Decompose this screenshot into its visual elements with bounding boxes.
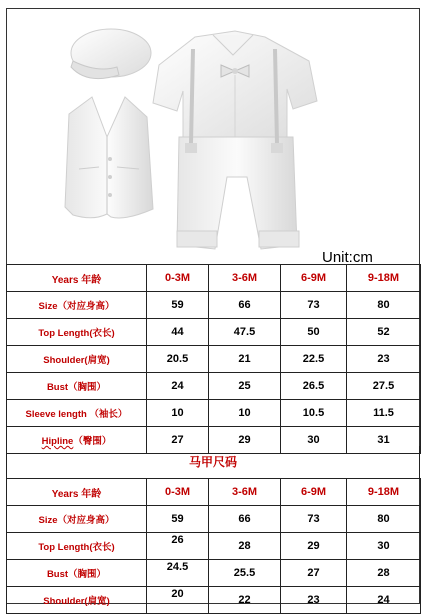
table-cell: 25 xyxy=(209,373,281,400)
vest-size-title: 马甲尺码 xyxy=(6,446,420,478)
table-cell: 21 xyxy=(209,346,281,373)
suit-size-table xyxy=(6,264,421,454)
table-cell: 30 xyxy=(281,427,347,454)
table-header-row xyxy=(7,479,421,506)
header-cell: 3-6M xyxy=(209,265,281,292)
table-row xyxy=(7,533,421,560)
table-cell: 28 xyxy=(209,533,281,560)
row-label: Top Length(衣长) xyxy=(7,533,147,560)
table-cell: 52 xyxy=(347,319,421,346)
table-cell: 23 xyxy=(281,587,347,614)
vest-shape xyxy=(65,97,153,218)
header-cell: Years 年龄 xyxy=(7,265,147,292)
row-label: Size（对应身高） xyxy=(7,506,147,533)
header-cell: Years 年龄 xyxy=(7,479,147,506)
row-label: Shoulder(肩宽) xyxy=(7,587,147,614)
header-cell: 3-6M xyxy=(209,479,281,506)
table-cell: 28 xyxy=(347,560,421,587)
row-label: Bust（胸围） xyxy=(7,560,147,587)
table-cell: 73 xyxy=(281,292,347,319)
row-label: Top Length(衣长) xyxy=(7,319,147,346)
table-cell: 80 xyxy=(347,506,421,533)
table-row xyxy=(7,506,421,533)
table-cell: 27 xyxy=(147,427,209,454)
vest-size-table xyxy=(6,478,421,614)
table-cell: 24 xyxy=(147,373,209,400)
header-cell: 9-18M xyxy=(347,265,421,292)
table-cell: 22.5 xyxy=(281,346,347,373)
table-cell xyxy=(147,560,209,587)
table-row xyxy=(7,373,421,400)
row-label: Size（对应身高） xyxy=(7,292,147,319)
table-cell: 44 xyxy=(147,319,209,346)
table-cell: 80 xyxy=(347,292,421,319)
table-row xyxy=(7,400,421,427)
row-label: Shoulder(肩宽) xyxy=(7,346,147,373)
table-cell: 23 xyxy=(347,346,421,373)
row-label: Sleeve length （袖长） xyxy=(7,400,147,427)
header-cell: 6-9M xyxy=(281,265,347,292)
table-cell: 47.5 xyxy=(209,319,281,346)
table-cell: 50 xyxy=(281,319,347,346)
table-cell: 59 xyxy=(147,506,209,533)
table-cell: 59 xyxy=(147,292,209,319)
product-photo xyxy=(7,9,419,264)
unit-label: Unit:cm xyxy=(322,249,373,266)
table-cell: 25.5 xyxy=(209,560,281,587)
table-cell: 29 xyxy=(209,427,281,454)
header-cell: 9-18M xyxy=(347,479,421,506)
cap-shape xyxy=(71,29,151,79)
table-row xyxy=(7,346,421,373)
header-cell: 0-3M xyxy=(147,479,209,506)
cell-value: 24.5 xyxy=(166,561,189,573)
table-cell xyxy=(147,587,209,614)
table-cell: 26.5 xyxy=(281,373,347,400)
table-cell: 22 xyxy=(209,587,281,614)
hipline-label: Hipline xyxy=(41,436,74,447)
table-cell: 73 xyxy=(281,506,347,533)
table-cell: 10 xyxy=(209,400,281,427)
table-header-row xyxy=(7,265,421,292)
table-cell: 24 xyxy=(347,587,421,614)
table-cell: 30 xyxy=(347,533,421,560)
table-cell: 20.5 xyxy=(147,346,209,373)
row-label: Bust（胸围） xyxy=(7,373,147,400)
table-cell: 27 xyxy=(281,560,347,587)
cell-value: 26 xyxy=(171,534,184,546)
table-row xyxy=(7,292,421,319)
header-cell: 0-3M xyxy=(147,265,209,292)
table-cell: 29 xyxy=(281,533,347,560)
header-cell: 6-9M xyxy=(281,479,347,506)
table-row xyxy=(7,560,421,587)
cell-value: 20 xyxy=(171,588,184,600)
table-cell: 10 xyxy=(147,400,209,427)
table-row xyxy=(7,587,421,614)
table-cell: 31 xyxy=(347,427,421,454)
table-row xyxy=(7,319,421,346)
table-cell: 66 xyxy=(209,506,281,533)
outfit-illustration xyxy=(7,9,419,264)
table-cell: 27.5 xyxy=(347,373,421,400)
table-cell: 10.5 xyxy=(281,400,347,427)
table-cell xyxy=(147,533,209,560)
romper-shape xyxy=(153,31,317,249)
table-cell: 66 xyxy=(209,292,281,319)
table-cell: 11.5 xyxy=(347,400,421,427)
hipline-label-cn: （臀围） xyxy=(73,436,112,447)
